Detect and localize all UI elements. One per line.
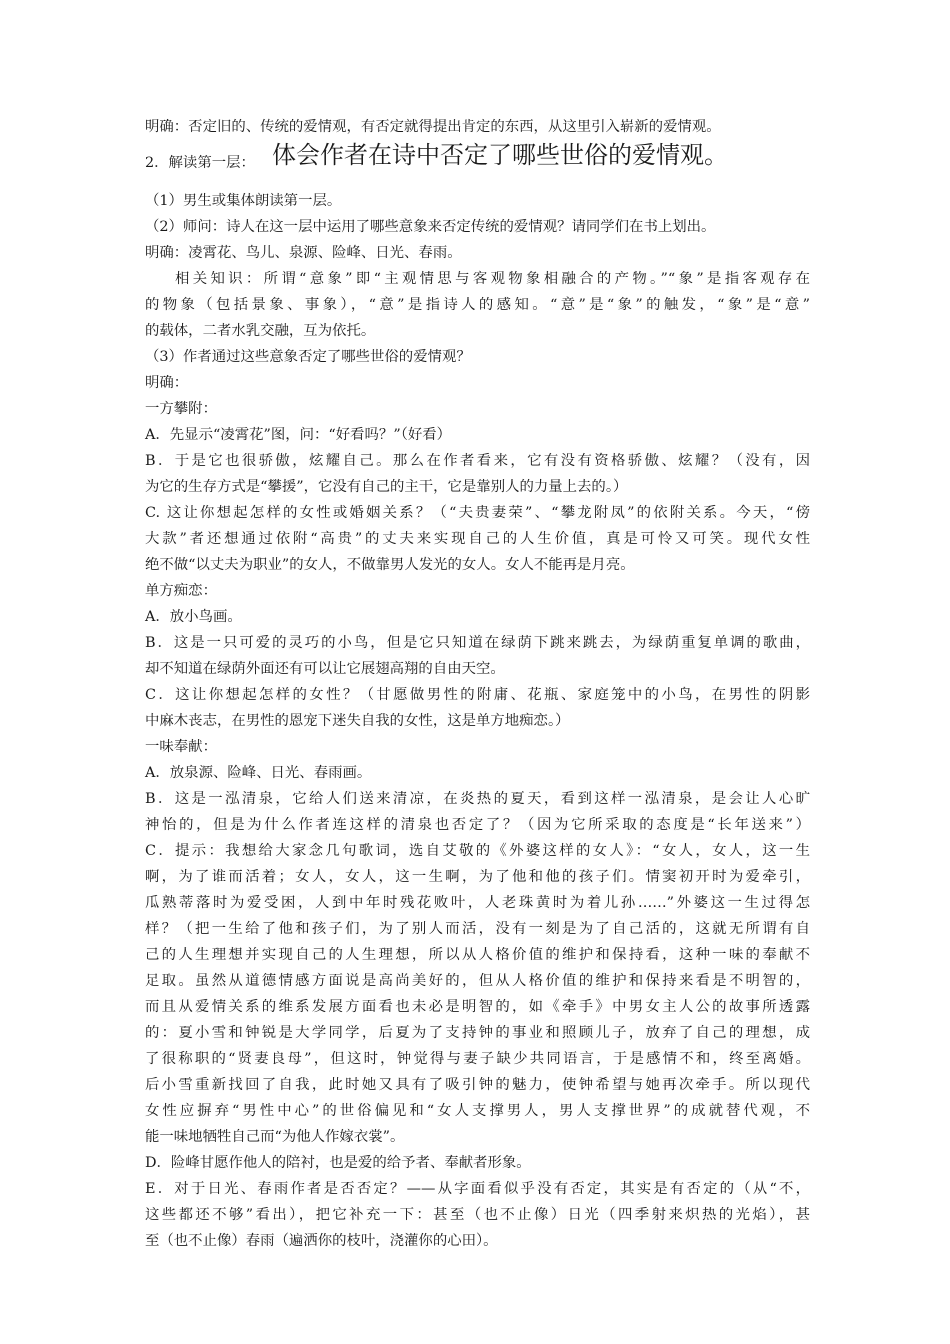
subheading: 单方痴恋： bbox=[145, 583, 217, 599]
text-line: （1）男生或集体朗读第一层。 bbox=[145, 193, 342, 209]
text-line: 绝不做“以丈夫为职业”的女人，不做靠男人发光的女人。女人不能再是月亮。 bbox=[145, 557, 635, 573]
text-line: A．先显示“凌霄花”图，问：“好看吗？”（好看） bbox=[145, 427, 452, 443]
text-line: A．放小鸟画。 bbox=[145, 609, 242, 625]
text-line: 中麻木丧志，在男性的恩宠下迷失自我的女性，这是单方地痴恋。） bbox=[145, 713, 570, 729]
text-line: 了很称职的“贤妻良母”，但这时，钟觉得与妻子缺少共同语言，于是感情不和，终至离婚。 bbox=[145, 1051, 810, 1067]
section-title-large: 体会作者在诗中否定了哪些世俗的爱情观。 bbox=[272, 141, 728, 169]
text-line: 的：夏小雪和钟锐是大学同学，后夏为了支持钟的事业和照顾儿子，放弃了自己的理想，成 bbox=[145, 1025, 810, 1041]
text-line: 却不知道在绿荫外面还有可以让它展翅高翔的自由天空。 bbox=[145, 661, 505, 677]
text-line: B．于是它也很骄傲，炫耀自己。那么在作者看来，它有没有资格骄傲、炫耀？（没有，因 bbox=[145, 453, 810, 469]
subheading: 一方攀附： bbox=[145, 401, 217, 417]
text-line: 为它的生存方式是“攀援”，它没有自己的主干，它是靠别人的力量上去的。） bbox=[145, 479, 628, 495]
text-line: 至（也不止像）春雨（遍洒你的枝叶，浇灌你的心田）。 bbox=[145, 1233, 498, 1249]
text-line: A．放泉源、险峰、日光、春雨画。 bbox=[145, 765, 372, 781]
text-line: D．险峰甘愿作他人的陪衬，也是爱的给予者、奉献者形象。 bbox=[145, 1155, 531, 1171]
text-line: 足取。虽然从道德情感方面说是高尚美好的，但从人格价值的维护和保持来看是不明智的， bbox=[145, 973, 810, 989]
text-line: （3）作者通过这些意象否定了哪些世俗的爱情观？ bbox=[145, 349, 471, 365]
text-line: 后小雪重新找回了自我，此时她又具有了吸引钟的魅力，使钟希望与她再次牵手。所以现代 bbox=[145, 1077, 810, 1093]
subheading: 一味奉献： bbox=[145, 739, 217, 755]
text-line: （2）师问：诗人在这一层中运用了哪些意象来否定传统的爱情观？请同学们在书上划出。 bbox=[145, 219, 716, 235]
text-line: 啊，为了谁而活着；女人，女人，这一生啊，为了他和他的孩子们。情窦初开时为爱牵引， bbox=[145, 869, 810, 885]
text-line: 相关知识：所谓“意象”即“主观情思与客观物象相融合的产物。”“象”是指客观存在 bbox=[175, 271, 810, 287]
text-line: 女性应摒弃“男性中心”的世俗偏见和“女人支撑男人，男人支撑世界”的成就替代观，不 bbox=[145, 1103, 810, 1119]
text-line: 明确：否定旧的、传统的爱情观，有否定就得提出肯定的东西，从这里引入崭新的爱情观。 bbox=[145, 119, 721, 135]
text-line: C. 这让你想起怎样的女性或婚姻关系？（“夫贵妻荣”、“攀龙附凤”的依附关系。今天，“傍 bbox=[145, 505, 810, 521]
text-line: E．对于日光、春雨作者是否否定？——从字面看似乎没有否定，其实是有否定的（从“不， bbox=[145, 1181, 810, 1197]
text-line: C．这让你想起怎样的女性？（甘愿做男性的附庸、花瓶、家庭笼中的小鸟，在男性的阴影 bbox=[145, 687, 810, 703]
text-line: 瓜熟蒂落时为爱受困，人到中年时残花败叶，人老珠黄时为着儿孙……”外婆这一生过得怎 bbox=[145, 895, 810, 911]
text-line: B．这是一泓清泉，它给人们送来清凉，在炎热的夏天，看到这样一泓清泉，是会让人心旷 bbox=[145, 791, 810, 807]
text-line: B．这是一只可爱的灵巧的小鸟，但是它只知道在绿荫下跳来跳去，为绿荫重复单调的歌曲， bbox=[145, 635, 810, 651]
text-line: 的物象（包括景象、事象），“意”是指诗人的感知。“意”是“象”的触发，“象”是“意” bbox=[145, 297, 810, 313]
text-line: 己的人生理想并实现自己的人生理想，所以从人格价值的维护和保持看，这种一味的奉献不 bbox=[145, 947, 810, 963]
text-line: 明确：凌霄花、鸟儿、泉源、险峰、日光、春雨。 bbox=[145, 245, 462, 261]
text-line: 而且从爱情关系的维系发展方面看也未必是明智的，如《牵手》中男女主人公的故事所透露 bbox=[145, 999, 810, 1015]
text-line: 大款”者还想通过依附“高贵”的丈夫来实现自己的人生价值，真是可怜又可笑。现代女性 bbox=[145, 531, 810, 547]
text-line: 神怡的，但是为什么作者连这样的清泉也否定了？（因为它所采取的态度是“长年送来”） bbox=[145, 817, 810, 833]
text-line: 的载体，二者水乳交融，互为依托。 bbox=[145, 323, 376, 339]
text-line: C．提示：我想给大家念几句歌词，选自艾敬的《外婆这样的女人》：“女人，女人，这一生 bbox=[145, 843, 810, 859]
text-line: 明确： bbox=[145, 375, 189, 391]
text-line: 能一味地牺牲自己而“为他人作嫁衣裳”。 bbox=[145, 1129, 405, 1145]
section-heading: 2．解读第一层： bbox=[145, 155, 255, 171]
text-line: 这些都还不够”看出），把它补充一下：甚至（也不止像）日光（四季射来炽热的光焰），甚 bbox=[145, 1207, 810, 1223]
text-line: 样？（把一生给了他和孩子们，为了别人而活，没有一刻是为了自己活的，这就无所谓有自 bbox=[145, 921, 810, 937]
